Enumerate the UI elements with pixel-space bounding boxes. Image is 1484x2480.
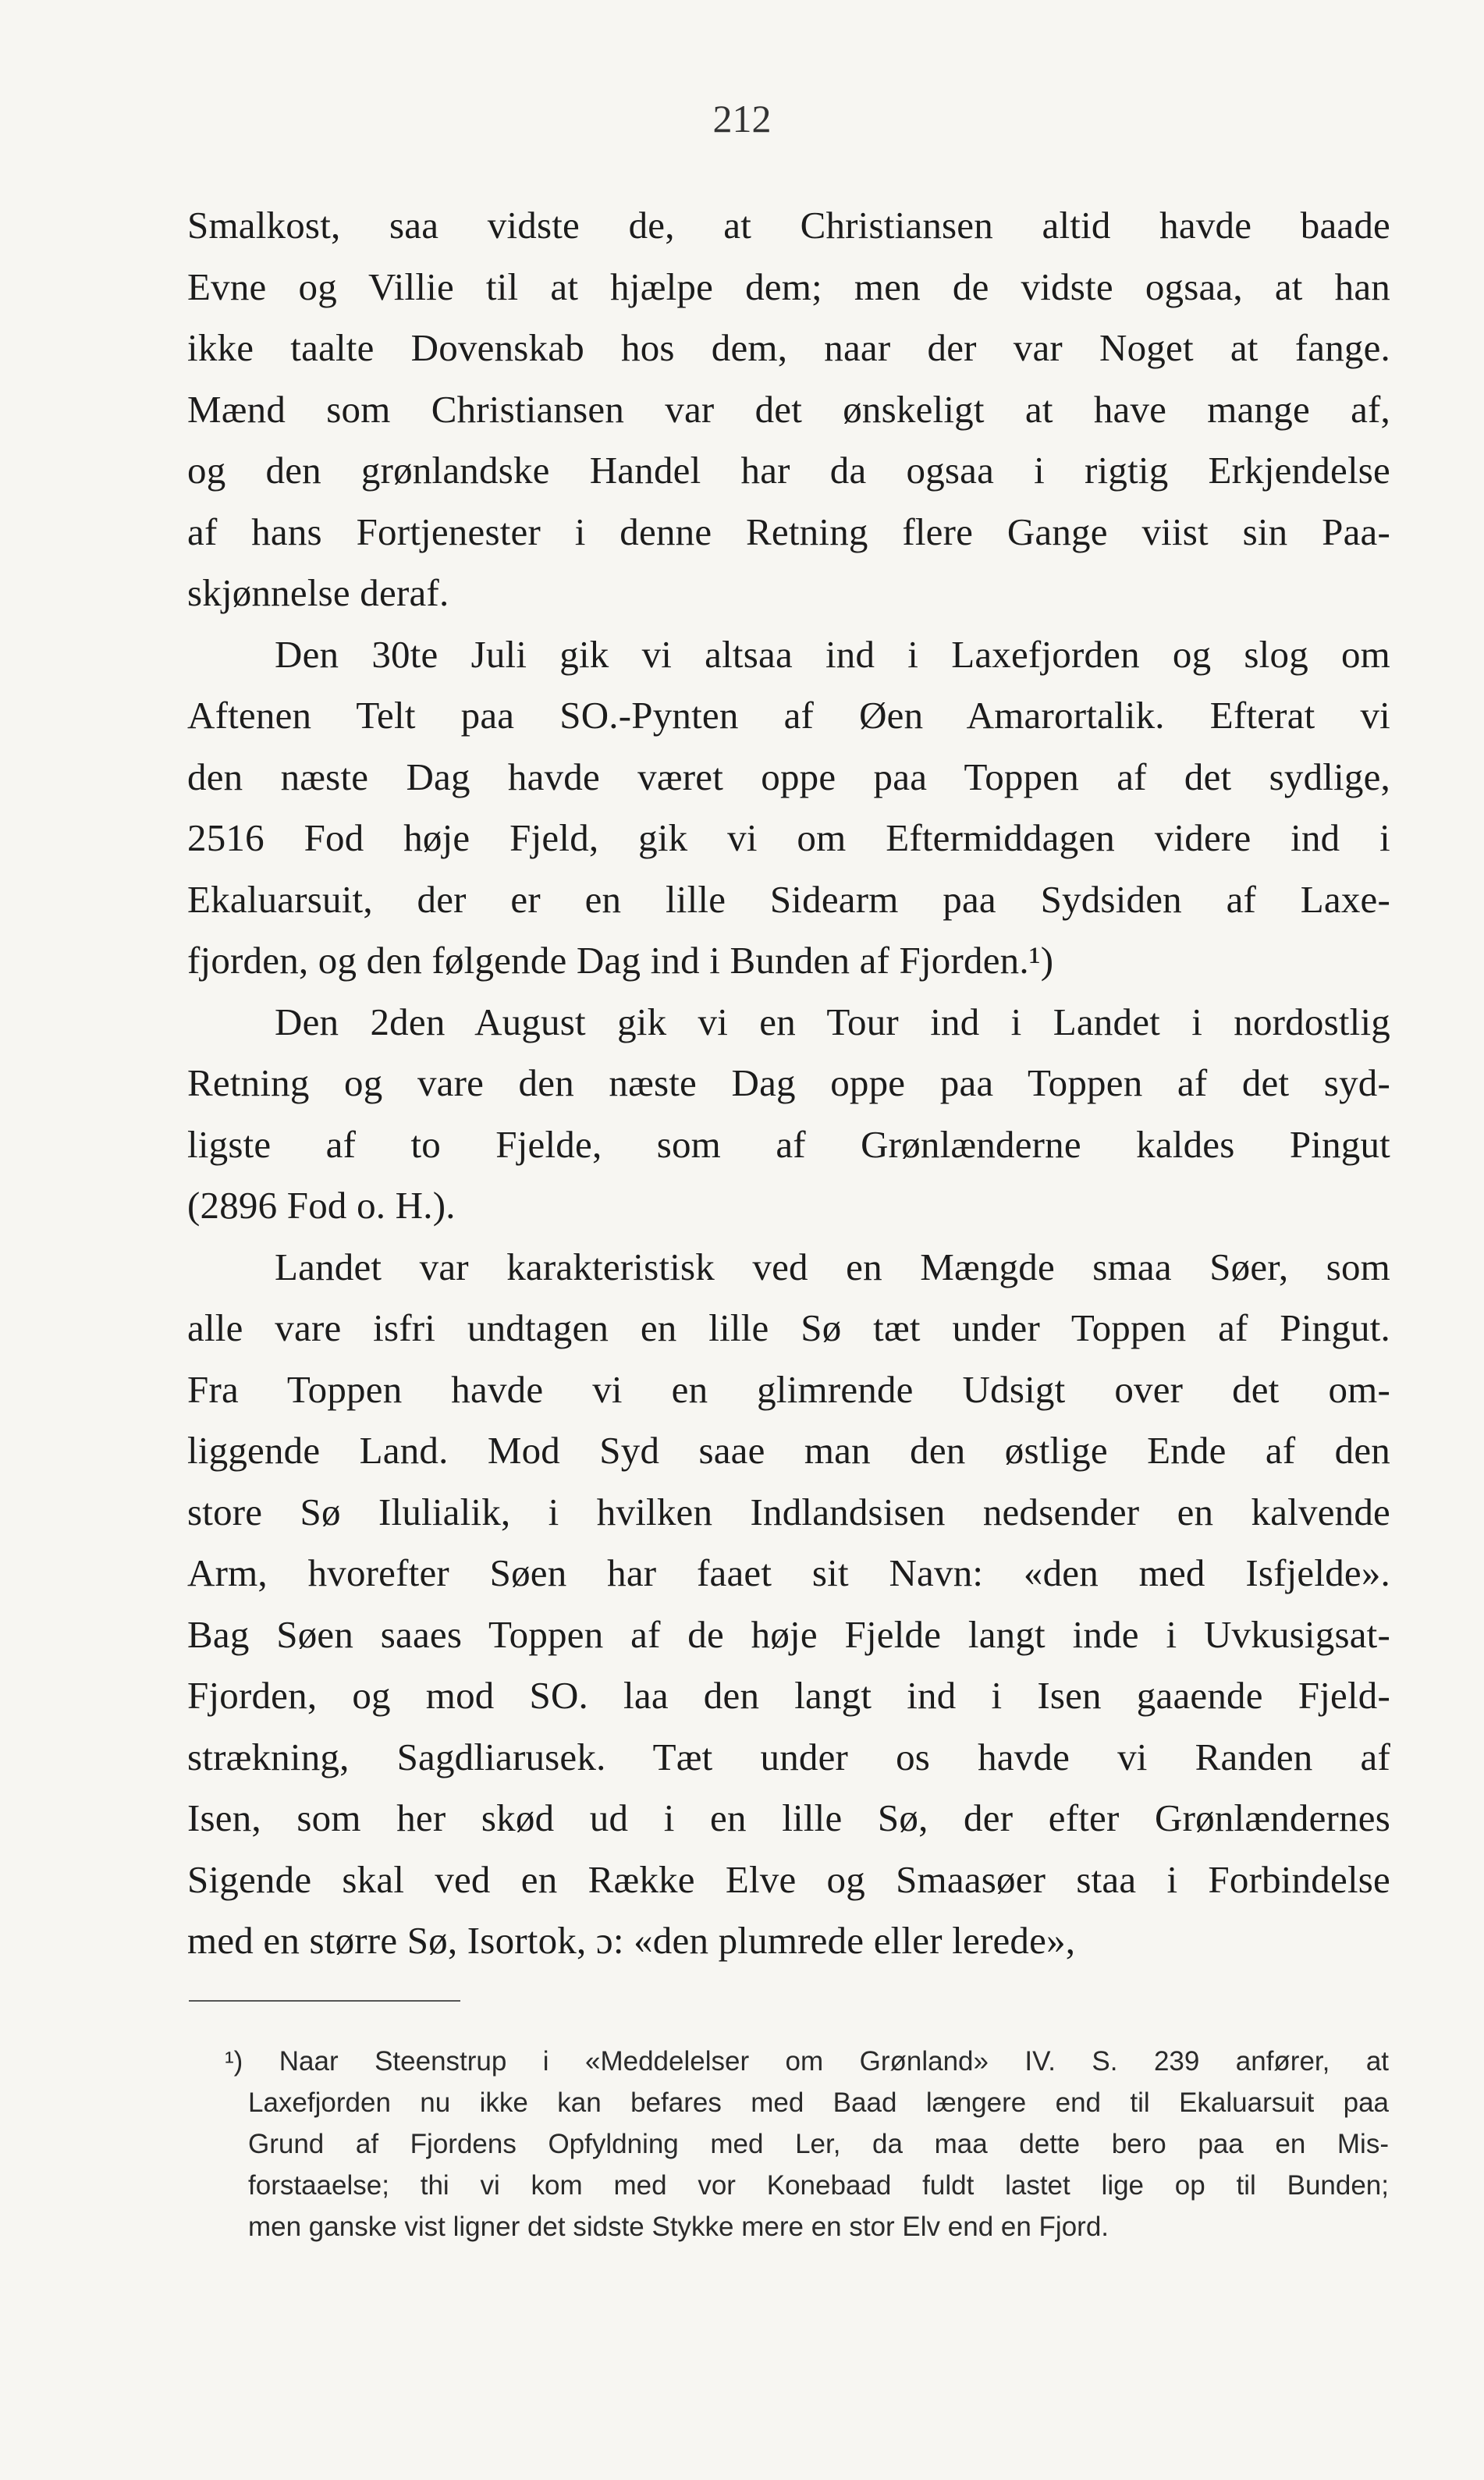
text-line: Bag Søen saaes Toppen af de høje Fjelde langt inde i Uvkusigsat- xyxy=(187,1612,1390,1656)
text-line: Fjorden, og mod SO. laa den langt ind i Isen gaaende Fjeld- xyxy=(187,1674,1390,1717)
paragraph xyxy=(187,1237,1390,1972)
footnote-marker: ¹) xyxy=(225,2046,243,2077)
paragraph xyxy=(187,195,1390,624)
footnote-text: Naar Steenstrup i «Meddelelser om Grønland» IV. S. 239 anfører, at xyxy=(279,2046,1390,2077)
footnote-line: Laxefjorden nu ikke kan befares med Baad længere end til Ekaluarsuit paa xyxy=(248,2087,1389,2118)
text-line: og den grønlandske Handel har da ogsaa i rigtig Erkjendelse xyxy=(187,449,1390,492)
text-line: ikke taalte Dovenskab hos dem, naar der var Noget at fange. xyxy=(187,326,1390,369)
text-line: med en større Sø, Isortok, ɔ: «den plumrede eller lerede», xyxy=(187,1919,1076,1962)
paragraph xyxy=(187,992,1390,1237)
footnote-line: men ganske vist ligner det sidste Stykke mere en stor Elv end en Fjord. xyxy=(248,2212,1109,2242)
text-line: Den 2den August gik vi en Tour ind i Landet i nordostlig xyxy=(275,1000,1390,1043)
text-line: liggende Land. Mod Syd saae man den østlige Ende af den xyxy=(187,1429,1390,1472)
text-line: Den 30te Juli gik vi altsaa ind i Laxefjorden og slog om xyxy=(275,632,1390,676)
text-line: Aftenen Telt paa SO.-Pynten af Øen Amarortalik. Efterat vi xyxy=(187,694,1390,737)
paragraph xyxy=(187,624,1390,992)
footnote-line xyxy=(225,2041,1389,2082)
text-line: Smalkost, saa vidste de, at Christiansen altid havde baade xyxy=(187,204,1390,247)
text-line: 2516 Fod høje Fjeld, gik vi om Eftermiddagen videre ind i xyxy=(187,816,1390,859)
text-line: strækning, Sagdliarusek. Tæt under os havde vi Randen af xyxy=(187,1735,1390,1778)
text-line: Isen, som her skød ud i en lille Sø, der efter Grønlændernes xyxy=(187,1796,1390,1839)
text-line: store Sø Ilulialik, i hvilken Indlandsisen nedsender en kalvende xyxy=(187,1490,1390,1533)
text-line: (2896 Fod o. H.). xyxy=(187,1184,456,1227)
text-line: skjønnelse deraf. xyxy=(187,571,449,614)
text-line: Sigende skal ved en Række Elve og Smaasøer staa i Forbindelse xyxy=(187,1857,1390,1901)
text-line: af hans Fortjenester i denne Retning flere Gange viist sin Paa- xyxy=(187,510,1390,553)
text-line: Mænd som Christiansen var det ønskeligt at have mange af, xyxy=(187,387,1390,431)
footnote xyxy=(225,2041,1390,2247)
text-line: ligste af to Fjelde, som af Grønlænderne kaldes Pingut xyxy=(187,1122,1390,1166)
text-line: Fra Toppen havde vi en glimrende Udsigt over det om- xyxy=(187,1367,1390,1411)
text-line: Retning og vare den næste Dag oppe paa Toppen af det syd- xyxy=(187,1061,1390,1104)
text-line: den næste Dag havde været oppe paa Toppen af det sydlige, xyxy=(187,755,1390,798)
page-number: 212 xyxy=(712,97,772,140)
text-line: Arm, hvorefter Søen har faaet sit Navn: «den med Isfjelde». xyxy=(187,1551,1390,1594)
text-line: alle vare isfri undtagen en lille Sø tæt under Toppen af Pingut. xyxy=(187,1306,1390,1349)
text-line: Ekaluarsuit, der er en lille Sidearm paa Sydsiden af Laxe- xyxy=(187,877,1390,921)
text-line: fjorden, og den følgende Dag ind i Bunden af Fjorden.¹) xyxy=(187,939,1054,982)
text-line: Evne og Villie til at hjælpe dem; men de vidste ogsaa, at han xyxy=(187,265,1390,308)
footnote-line: forstaaelse; thi vi kom med vor Konebaad fuldt lastet lige op til Bunden; xyxy=(248,2170,1389,2201)
footnote-line: Grund af Fjordens Opfyldning med Ler, da maa dette bero paa en Mis- xyxy=(248,2129,1389,2159)
footnote-divider xyxy=(189,2000,460,2002)
body-text xyxy=(187,195,1390,1972)
text-line: Landet var karakteristisk ved en Mængde smaa Søer, som xyxy=(275,1245,1390,1288)
